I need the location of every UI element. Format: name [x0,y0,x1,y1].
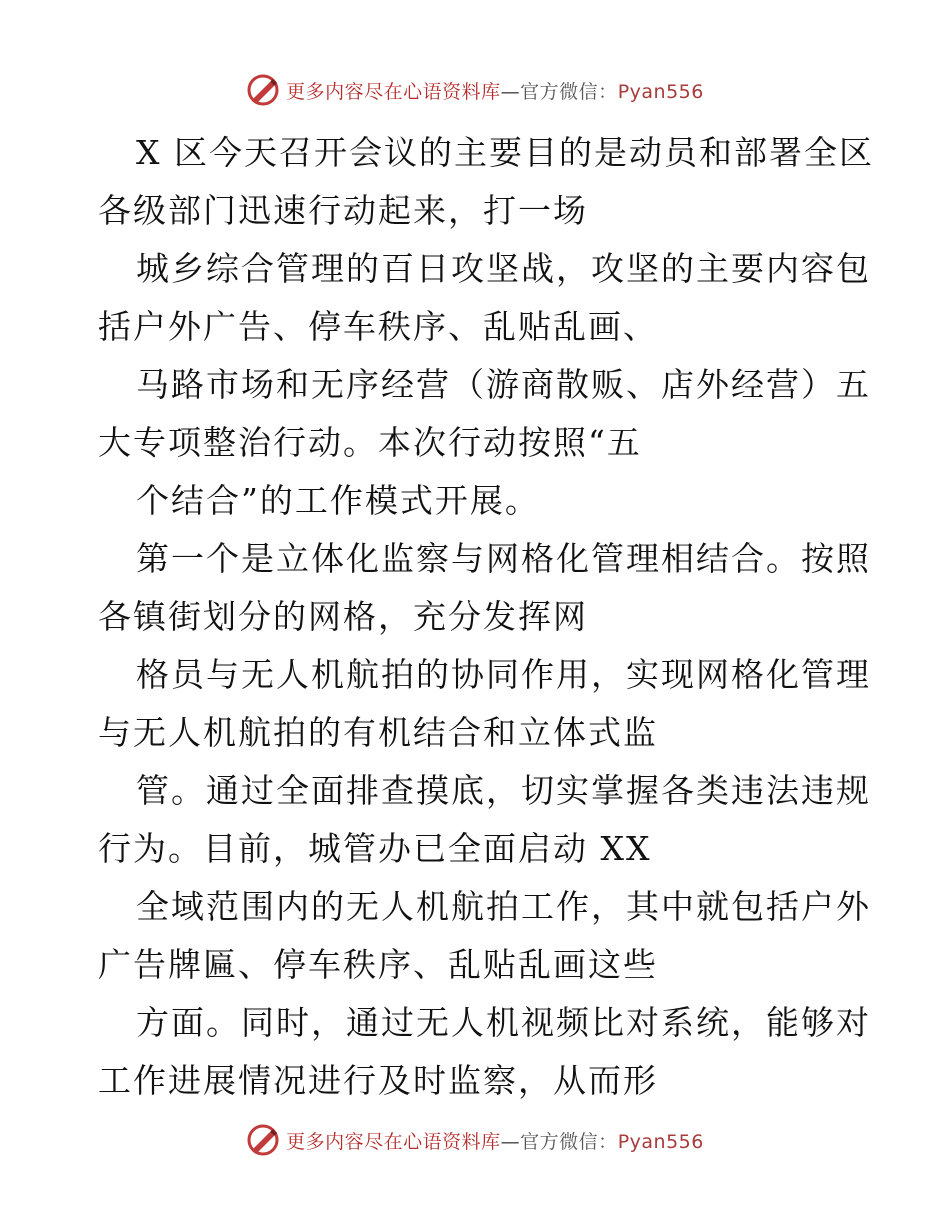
watermark-text [286,77,704,104]
text-line: 管。通过全面排查摸底，切实掌握各类违法违规 [136,771,871,810]
header-watermark [0,70,950,110]
text-line: 大专项整治行动。本次行动按照“五 [98,423,642,462]
watermark-separator: — [500,1130,521,1153]
text-line: 全域范围内的无人机航拍工作，其中就包括户外 [136,887,871,926]
text-line: X 区今天召开会议的主要目的是动员和部署全区 [136,133,874,172]
text-line: 方面。同时，通过无人机视频比对系统，能够对 [136,1003,871,1042]
watermark-account: Pyan556 [617,80,704,103]
watermark-separator: — [500,80,521,103]
watermark-account: Pyan556 [617,1130,704,1153]
watermark-main: 更多内容尽在心语资料库 [286,80,501,103]
text-line: 各镇街划分的网格，充分发挥网 [98,597,588,636]
text-line: 格员与无人机航拍的协同作用，实现网格化管理 [136,655,871,694]
text-line: 第一个是立体化监察与网格化管理相结合。按照 [136,539,871,578]
text-line: 行为。目前，城管办已全面启动 XX [98,829,652,868]
text-line: 马路市场和无序经营（游商散贩、店外经营）五 [136,365,871,404]
watermark-contact-label: 官方微信： [520,80,618,103]
watermark-contact-label: 官方微信： [520,1130,618,1153]
watermark-group [246,73,704,107]
pen-logo-icon [246,1123,280,1157]
text-line: 个结合”的工作模式开展。 [136,481,540,520]
text-line: 城乡综合管理的百日攻坚战，攻坚的主要内容包 [136,249,871,288]
watermark-text [286,1127,704,1154]
text-line: 括户外广告、停车秩序、乱贴乱画、 [98,307,658,346]
watermark-main: 更多内容尽在心语资料库 [286,1130,501,1153]
document-body [98,124,874,1110]
text-line: 广告牌匾、停车秩序、乱贴乱画这些 [98,945,658,984]
text-line: 各级部门迅速行动起来，打一场 [98,191,588,230]
pen-logo-icon [246,73,280,107]
text-line: 与无人机航拍的有机结合和立体式监 [98,713,658,752]
text-line: 工作进展情况进行及时监察，从而形 [98,1061,658,1100]
footer-watermark [0,1120,950,1160]
watermark-group [246,1123,704,1157]
